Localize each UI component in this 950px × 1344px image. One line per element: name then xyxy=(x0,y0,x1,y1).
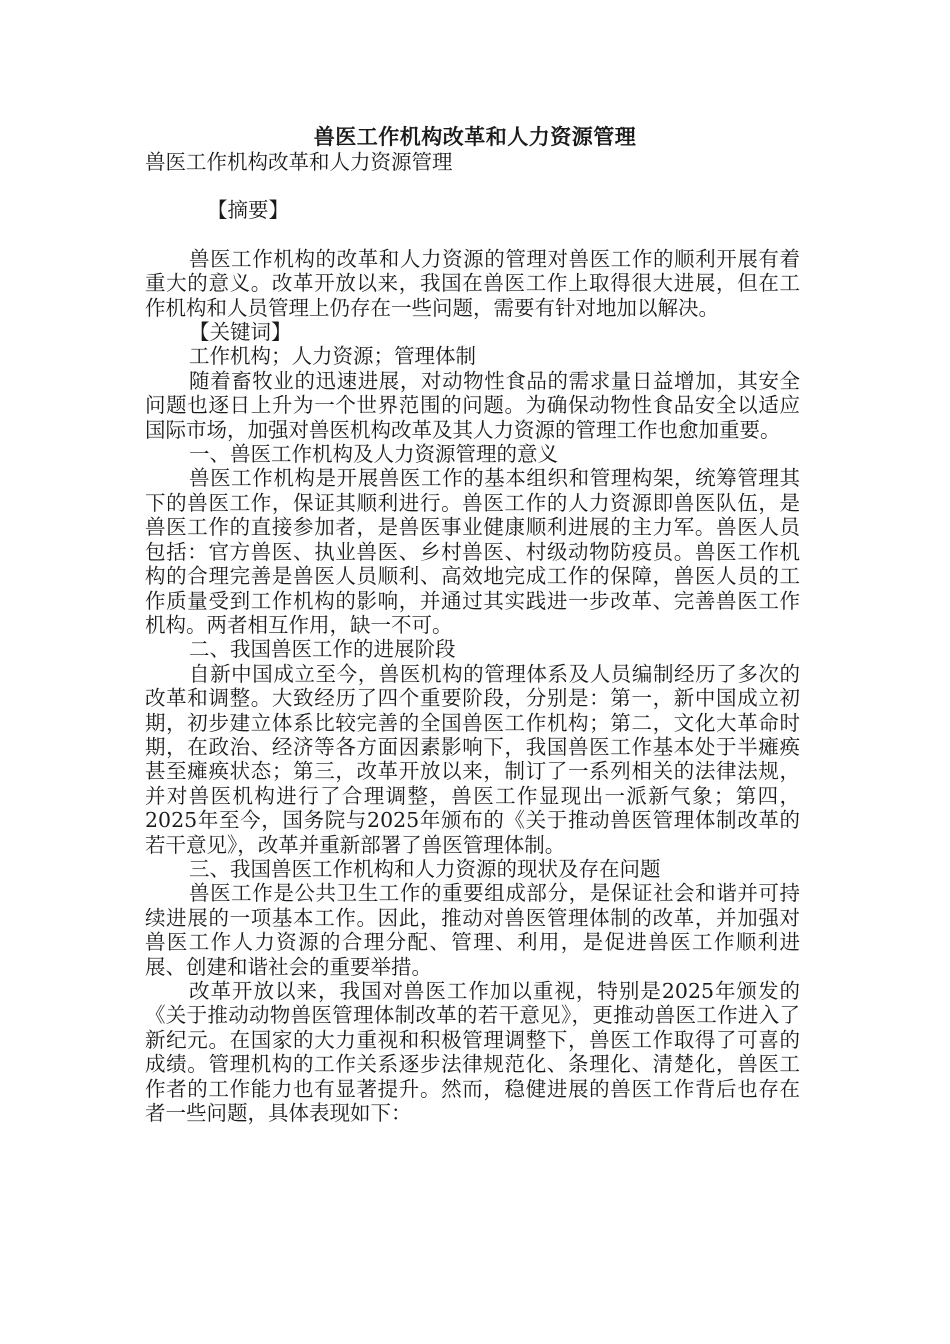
body-paragraph: 兽医工作是公共卫生工作的重要组成部分，是保证社会和谐并可持续进展的一项基本工作。因此，推动对兽医管理体制的改革，并加强对兽医工作人力资源的合理分配、管理、利用，是促进兽医工作顺利进展、创建和谐社会的重要举措。 xyxy=(145,881,800,979)
abstract-paragraph: 兽医工作机构的改革和人力资源的管理对兽医工作的顺利开展有着重大的意义。改革开放以来，我国在兽医工作上取得很大进展，但在工作机构和人员管理上仍存在一些问题，需要有针对地加以解决。 xyxy=(145,246,800,320)
body-paragraph: 自新中国成立至今，兽医机构的管理体系及人员编制经历了多次的改革和调整。大致经历了四个重要阶段，分别是：第一，新中国成立初期，初步建立体系比较完善的全国兽医工作机构；第二，文化大革命时期，在政治、经济等各方面因素影响下，我国兽医工作基本处于半瘫痪甚至瘫痪状态；第三，改革开放以来，制订了一系列相关的法律法规，并对兽医机构进行了合理调整，兽医工作显现出一派新气象；第四，2025年至今，国务院与2025年颁布的《关于推动兽医管理体制改革的若干意见》，改革并重新部署了兽医管理体制。 xyxy=(145,661,800,857)
body-paragraph: 随着畜牧业的迅速进展，对动物性食品的需求量日益增加，其安全问题也逐日上升为一个世界范围的问题。为确保动物性食品安全以适应国际市场，加强对兽医机构改革及其人力资源的管理工作也愈加重要。 xyxy=(145,368,800,442)
section-heading: 一、兽医工作机构及人力资源管理的意义 xyxy=(189,442,558,467)
body-paragraph: 兽医工作机构是开展兽医工作的基本组织和管理构架，统筹管理其下的兽医工作，保证其顺利进行。兽医工作的人力资源即兽医队伍，是兽医工作的直接参加者，是兽医事业健康顺利进展的主力军。兽医人员包括：官方兽医、执业兽医、乡村兽医、村级动物防疫员。兽医工作机构的合理完善是兽医人员顺利、高效地完成工作的保障，兽医人员的工作质量受到工作机构的影响，并通过其实践进一步改革、完善兽医工作机构。两者相互作用，缺一不可。 xyxy=(145,466,800,637)
document-subtitle: 兽医工作机构改革和人力资源管理 xyxy=(145,150,453,174)
section-heading: 三、我国兽医工作机构和人力资源的现状及存在问题 xyxy=(189,856,661,881)
document-title: 兽医工作机构改革和人力资源管理 xyxy=(313,124,637,149)
body-paragraph: 改革开放以来，我国对兽医工作加以重视，特别是2025年颁发的《关于推动动物兽医管理体制改革的若干意见》，更推动兽医工作进入了新纪元。在国家的大力重视和积极管理调整下，兽医工作取得了可喜的成绩。管理机构的工作关系逐步法律规范化、条理化、清楚化，兽医工作者的工作能力也有显著提升。然而，稳健进展的兽医工作背后也存在者一些问题，具体表现如下： xyxy=(145,979,800,1126)
keywords-text: 工作机构；人力资源；管理体制 xyxy=(189,344,476,369)
abstract-heading: 【摘要】 xyxy=(207,198,289,223)
section-heading: 二、我国兽医工作的进展阶段 xyxy=(189,637,456,662)
keywords-heading: 【关键词】 xyxy=(189,320,292,345)
document-body xyxy=(145,150,800,1125)
